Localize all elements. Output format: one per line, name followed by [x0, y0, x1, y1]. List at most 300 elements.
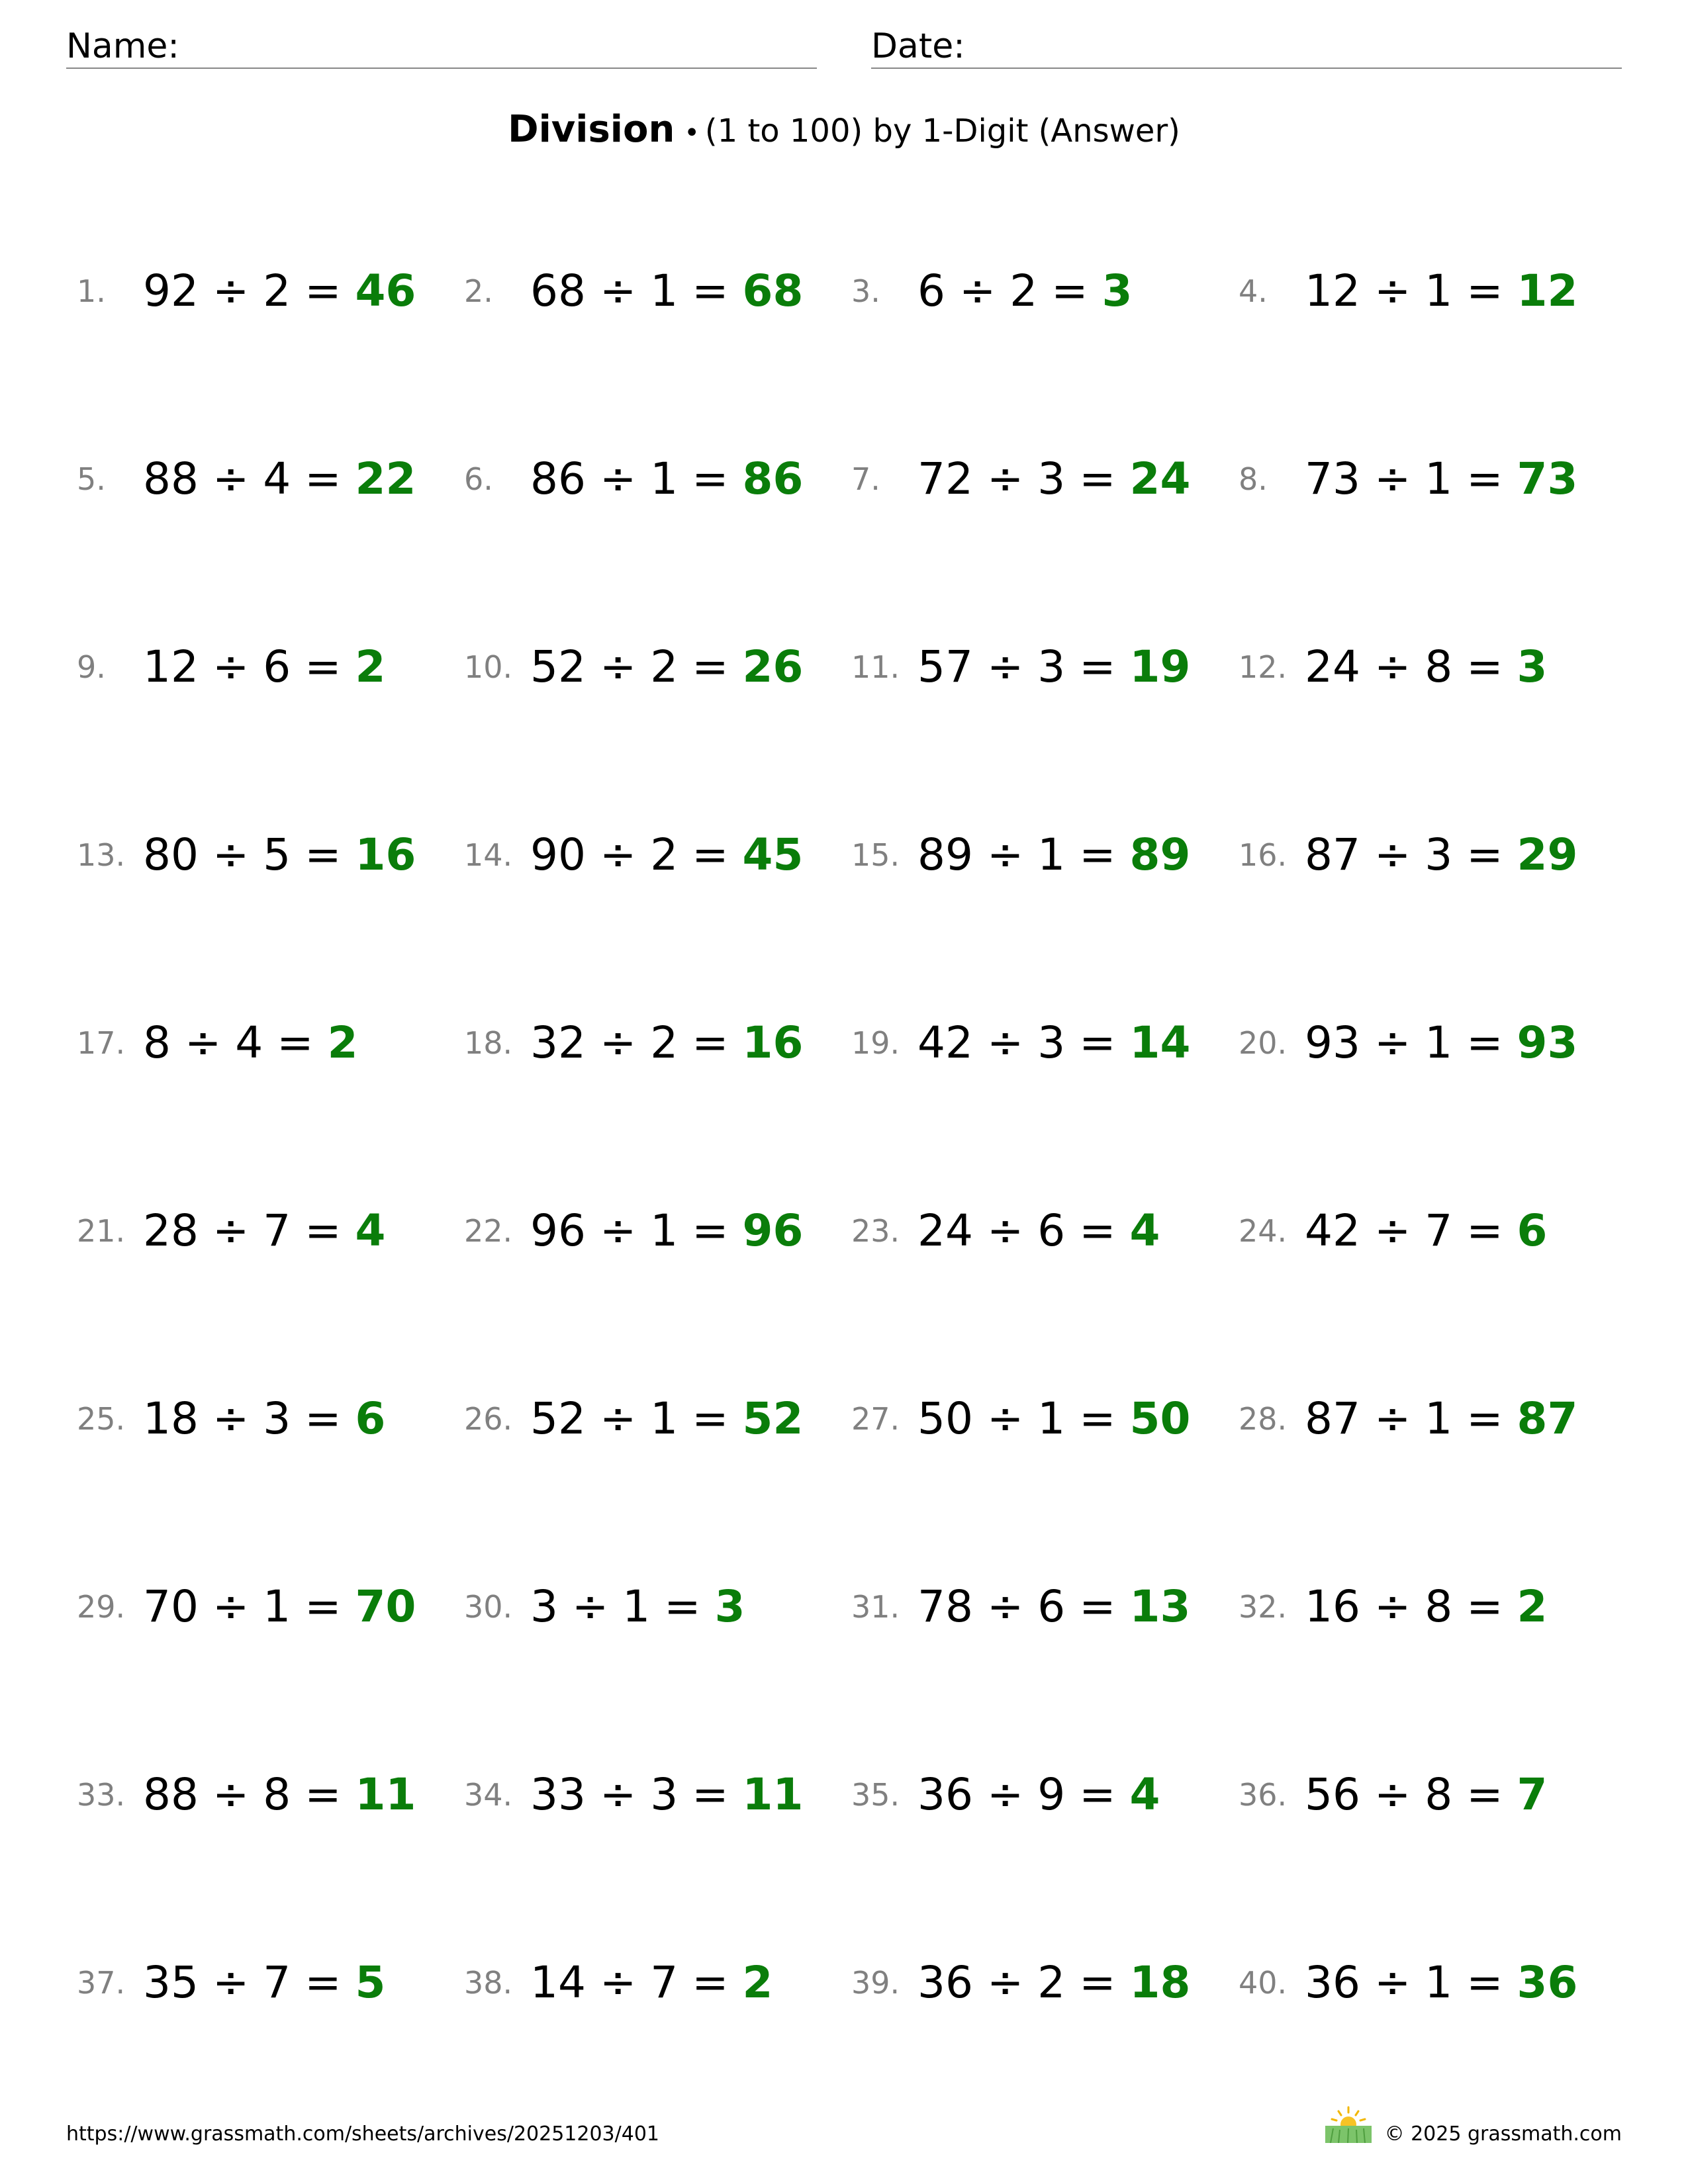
dividend: 18 — [143, 1393, 199, 1444]
dividend: 70 — [143, 1581, 199, 1632]
answer: 96 — [742, 1205, 804, 1256]
dividend: 42 — [917, 1017, 973, 1068]
answer: 14 — [1129, 1017, 1191, 1068]
answer: 11 — [742, 1769, 804, 1820]
divisor: 3 — [1037, 1017, 1066, 1068]
problem-number: 34. — [464, 1777, 513, 1813]
equals-sign: = — [305, 265, 342, 316]
answer: 2 — [327, 1017, 358, 1068]
answer: 52 — [742, 1393, 804, 1444]
problem-item — [841, 1946, 1225, 2019]
problem-item — [66, 1383, 450, 1455]
problem-expression — [1305, 443, 1577, 516]
equals-sign: = — [692, 1769, 729, 1820]
answer: 68 — [742, 265, 804, 316]
answer: 6 — [355, 1393, 386, 1444]
problem-expression — [530, 1007, 803, 1079]
problem-expression — [530, 1946, 773, 2019]
equals-sign: = — [692, 1393, 729, 1444]
problem-item — [66, 1007, 450, 1079]
dividend: 35 — [143, 1957, 199, 2008]
problem-number: 8. — [1239, 461, 1268, 497]
problem-expression — [917, 1570, 1190, 1643]
answer: 29 — [1517, 829, 1578, 880]
problem-item — [66, 1570, 450, 1643]
divide-sign: ÷ — [212, 453, 250, 504]
problem-item — [841, 1007, 1225, 1079]
divisor: 1 — [1425, 1017, 1453, 1068]
divisor: 1 — [263, 1581, 291, 1632]
divisor: 1 — [1037, 1393, 1066, 1444]
problem-number: 6. — [464, 461, 493, 497]
dividend: 16 — [1305, 1581, 1360, 1632]
answer: 4 — [1129, 1769, 1160, 1820]
dividend: 73 — [1305, 453, 1360, 504]
problem-number: 25. — [77, 1401, 126, 1437]
answer: 3 — [1517, 641, 1548, 692]
equals-sign: = — [1466, 641, 1503, 692]
answer: 46 — [355, 265, 416, 316]
divisor: 7 — [263, 1205, 291, 1256]
equals-sign: = — [1079, 1393, 1116, 1444]
answer: 22 — [355, 453, 416, 504]
dividend: 8 — [143, 1017, 171, 1068]
problem-item — [453, 1383, 837, 1455]
problem-expression — [1305, 819, 1577, 891]
equals-sign: = — [692, 265, 729, 316]
answer: 19 — [1129, 641, 1191, 692]
problem-expression — [530, 1195, 803, 1267]
equals-sign: = — [305, 1581, 342, 1632]
problem-expression — [143, 1195, 385, 1267]
problem-expression — [530, 443, 803, 516]
divide-sign: ÷ — [1374, 829, 1411, 880]
equals-sign: = — [1079, 1769, 1116, 1820]
divisor: 1 — [1425, 265, 1453, 316]
equals-sign: = — [1466, 453, 1503, 504]
dividend: 57 — [917, 641, 973, 692]
name-label: Name: — [66, 26, 179, 66]
answer: 3 — [1102, 265, 1133, 316]
date-label: Date: — [871, 26, 965, 66]
dividend: 89 — [917, 829, 973, 880]
equals-sign: = — [305, 1393, 342, 1444]
answer: 7 — [1517, 1769, 1548, 1820]
dividend: 6 — [917, 265, 945, 316]
problem-expression — [917, 1007, 1190, 1079]
problem-number: 30. — [464, 1589, 513, 1625]
problem-expression — [143, 255, 416, 328]
divisor: 2 — [650, 1017, 679, 1068]
divide-sign: ÷ — [1374, 1581, 1411, 1632]
problem-item — [66, 1946, 450, 2019]
divisor: 9 — [1037, 1769, 1066, 1820]
divide-sign: ÷ — [986, 1205, 1024, 1256]
equals-sign: = — [692, 641, 729, 692]
problem-number: 23. — [851, 1213, 900, 1249]
problem-item — [453, 1570, 837, 1643]
problem-number: 10. — [464, 649, 513, 685]
problem-item — [841, 1383, 1225, 1455]
divisor: 1 — [650, 453, 679, 504]
answer: 87 — [1517, 1393, 1578, 1444]
problem-item — [1228, 1570, 1612, 1643]
answer: 12 — [1517, 265, 1578, 316]
divide-sign: ÷ — [599, 1205, 637, 1256]
problem-item — [841, 443, 1225, 516]
divide-sign: ÷ — [599, 641, 637, 692]
answer: 16 — [355, 829, 416, 880]
problem-item — [841, 1758, 1225, 1831]
problem-item — [1228, 819, 1612, 891]
divisor: 1 — [1425, 453, 1453, 504]
dividend: 92 — [143, 265, 199, 316]
equals-sign: = — [305, 641, 342, 692]
problem-number: 32. — [1239, 1589, 1288, 1625]
divide-sign: ÷ — [212, 829, 250, 880]
problem-number: 24. — [1239, 1213, 1288, 1249]
divide-sign: ÷ — [1374, 641, 1411, 692]
equals-sign: = — [305, 1769, 342, 1820]
divisor: 2 — [1009, 265, 1038, 316]
title-separator: • — [684, 118, 700, 148]
divide-sign: ÷ — [1374, 1769, 1411, 1820]
problem-number: 5. — [77, 461, 106, 497]
divide-sign: ÷ — [986, 1017, 1024, 1068]
problem-item — [1228, 1383, 1612, 1455]
dividend: 93 — [1305, 1017, 1360, 1068]
dividend: 78 — [917, 1581, 973, 1632]
equals-sign: = — [305, 1205, 342, 1256]
divisor: 6 — [263, 641, 291, 692]
problem-number: 17. — [77, 1025, 126, 1061]
equals-sign: = — [692, 453, 729, 504]
problem-expression — [143, 1946, 385, 2019]
equals-sign: = — [1466, 829, 1503, 880]
divide-sign: ÷ — [212, 1581, 250, 1632]
problem-expression — [530, 1383, 803, 1455]
equals-sign: = — [692, 829, 729, 880]
problem-expression — [1305, 1946, 1577, 2019]
answer: 13 — [1129, 1581, 1191, 1632]
divisor: 3 — [263, 1393, 291, 1444]
problem-number: 11. — [851, 649, 900, 685]
dividend: 33 — [530, 1769, 586, 1820]
problem-item — [841, 1570, 1225, 1643]
divisor: 1 — [1037, 829, 1066, 880]
equals-sign: = — [1079, 1957, 1116, 2008]
divide-sign: ÷ — [1374, 1393, 1411, 1444]
problem-number: 35. — [851, 1777, 900, 1813]
date-field[interactable] — [871, 24, 1622, 69]
problem-expression — [917, 1946, 1190, 2019]
problem-item — [453, 255, 837, 328]
dividend: 32 — [530, 1017, 586, 1068]
answer: 70 — [355, 1581, 416, 1632]
answer: 26 — [742, 641, 804, 692]
divide-sign: ÷ — [599, 265, 637, 316]
problem-number: 1. — [77, 273, 106, 309]
dividend: 12 — [1305, 265, 1360, 316]
problem-item — [66, 255, 450, 328]
equals-sign: = — [1466, 1957, 1503, 2008]
problem-number: 13. — [77, 837, 126, 873]
divisor: 3 — [650, 1769, 679, 1820]
problem-item — [841, 631, 1225, 704]
dividend: 24 — [1305, 641, 1360, 692]
equals-sign: = — [1079, 1205, 1116, 1256]
dividend: 36 — [917, 1769, 973, 1820]
dividend: 14 — [530, 1957, 586, 2008]
problem-number: 18. — [464, 1025, 513, 1061]
divide-sign: ÷ — [212, 1957, 250, 2008]
problem-item — [841, 255, 1225, 328]
dividend: 72 — [917, 453, 973, 504]
problem-expression — [917, 255, 1133, 328]
divide-sign: ÷ — [1374, 265, 1411, 316]
divide-sign: ÷ — [599, 1393, 637, 1444]
dividend: 56 — [1305, 1769, 1360, 1820]
dividend: 88 — [143, 1769, 199, 1820]
problem-item — [1228, 1758, 1612, 1831]
answer: 36 — [1517, 1957, 1578, 2008]
equals-sign: = — [277, 1017, 314, 1068]
problem-number: 36. — [1239, 1777, 1288, 1813]
divisor: 3 — [1037, 453, 1066, 504]
problem-item — [66, 1195, 450, 1267]
divisor: 2 — [650, 829, 679, 880]
dividend: 50 — [917, 1393, 973, 1444]
problem-number: 27. — [851, 1401, 900, 1437]
problem-expression — [143, 1383, 385, 1455]
problem-item — [453, 1946, 837, 2019]
divide-sign: ÷ — [1374, 1205, 1411, 1256]
answer: 4 — [355, 1205, 386, 1256]
answer: 45 — [742, 829, 804, 880]
divisor: 1 — [650, 1205, 679, 1256]
problem-expression — [917, 1383, 1190, 1455]
divisor: 5 — [263, 829, 291, 880]
answer: 89 — [1129, 829, 1191, 880]
problem-expression — [1305, 631, 1547, 704]
divide-sign: ÷ — [959, 265, 996, 316]
equals-sign: = — [1079, 1017, 1116, 1068]
problem-item — [453, 1195, 837, 1267]
dividend: 36 — [917, 1957, 973, 2008]
problem-expression — [917, 631, 1190, 704]
divisor: 7 — [1425, 1205, 1453, 1256]
problem-expression — [917, 1758, 1160, 1831]
problem-expression — [530, 631, 803, 704]
dividend: 36 — [1305, 1957, 1360, 2008]
problem-expression — [143, 443, 416, 516]
divide-sign: ÷ — [986, 453, 1024, 504]
problem-item — [1228, 1007, 1612, 1079]
problem-item — [453, 1758, 837, 1831]
problem-number: 19. — [851, 1025, 900, 1061]
grass-sun-logo-icon — [1325, 2106, 1372, 2143]
problem-item — [1228, 255, 1612, 328]
problem-number: 22. — [464, 1213, 513, 1249]
divisor: 6 — [1037, 1205, 1066, 1256]
equals-sign: = — [1079, 641, 1116, 692]
problem-item — [453, 631, 837, 704]
equals-sign: = — [1079, 829, 1116, 880]
divisor: 3 — [1037, 641, 1066, 692]
divide-sign: ÷ — [212, 641, 250, 692]
problem-expression — [1305, 255, 1577, 328]
dividend: 90 — [530, 829, 586, 880]
problem-expression — [1305, 1758, 1547, 1831]
divide-sign: ÷ — [986, 1581, 1024, 1632]
divide-sign: ÷ — [986, 829, 1024, 880]
equals-sign: = — [664, 1581, 701, 1632]
problem-item — [1228, 1946, 1612, 2019]
dividend: 96 — [530, 1205, 586, 1256]
equals-sign: = — [1051, 265, 1088, 316]
problem-number: 20. — [1239, 1025, 1288, 1061]
problem-number: 14. — [464, 837, 513, 873]
divide-sign: ÷ — [599, 1769, 637, 1820]
divisor: 1 — [1425, 1393, 1453, 1444]
problem-number: 26. — [464, 1401, 513, 1437]
name-field[interactable] — [66, 24, 817, 69]
problem-number: 9. — [77, 649, 106, 685]
answer: 3 — [714, 1581, 745, 1632]
divide-sign: ÷ — [986, 1769, 1024, 1820]
problem-item — [66, 443, 450, 516]
problem-expression — [917, 819, 1190, 891]
title-main: Division — [508, 108, 675, 151]
divisor: 8 — [1425, 1581, 1453, 1632]
problem-number: 38. — [464, 1965, 513, 2001]
equals-sign: = — [1466, 1205, 1503, 1256]
problem-item — [66, 1758, 450, 1831]
answer: 11 — [355, 1769, 416, 1820]
title-subtitle: (1 to 100) by 1-Digit (Answer) — [704, 113, 1180, 150]
answer: 5 — [355, 1957, 386, 2008]
problem-number: 4. — [1239, 273, 1268, 309]
dividend: 24 — [917, 1205, 973, 1256]
dividend: 87 — [1305, 1393, 1360, 1444]
divide-sign: ÷ — [1374, 453, 1411, 504]
divisor: 3 — [1425, 829, 1453, 880]
divisor: 1 — [650, 1393, 679, 1444]
problem-item — [1228, 443, 1612, 516]
problem-number: 7. — [851, 461, 880, 497]
answer: 2 — [1517, 1581, 1548, 1632]
equals-sign: = — [1079, 453, 1116, 504]
problem-expression — [143, 1007, 358, 1079]
divisor: 7 — [650, 1957, 679, 2008]
problem-item — [841, 1195, 1225, 1267]
divide-sign: ÷ — [599, 829, 637, 880]
problem-expression — [530, 255, 803, 328]
divide-sign: ÷ — [599, 1017, 637, 1068]
problem-item — [66, 819, 450, 891]
problem-expression — [143, 631, 385, 704]
equals-sign: = — [1466, 265, 1503, 316]
dividend: 86 — [530, 453, 586, 504]
divisor: 1 — [622, 1581, 651, 1632]
divide-sign: ÷ — [599, 1957, 637, 2008]
divide-sign: ÷ — [184, 1017, 222, 1068]
problem-number: 31. — [851, 1589, 900, 1625]
problem-expression — [917, 1195, 1160, 1267]
problem-number: 21. — [77, 1213, 126, 1249]
problem-number: 28. — [1239, 1401, 1288, 1437]
divide-sign: ÷ — [1374, 1957, 1411, 2008]
problem-expression — [1305, 1383, 1577, 1455]
dividend: 80 — [143, 829, 199, 880]
divide-sign: ÷ — [599, 453, 637, 504]
equals-sign: = — [305, 829, 342, 880]
dividend: 68 — [530, 265, 586, 316]
problem-expression — [143, 1758, 416, 1831]
answer: 73 — [1517, 453, 1578, 504]
footer-url: https://www.grassmath.com/sheets/archives/20251203/401 — [66, 2122, 660, 2146]
problem-number: 29. — [77, 1589, 126, 1625]
problem-expression — [1305, 1195, 1547, 1267]
problem-expression — [1305, 1570, 1547, 1643]
answer: 16 — [742, 1017, 804, 1068]
dividend: 3 — [530, 1581, 558, 1632]
divide-sign: ÷ — [212, 1769, 250, 1820]
divide-sign: ÷ — [571, 1581, 609, 1632]
divisor: 2 — [263, 265, 291, 316]
problem-item — [1228, 631, 1612, 704]
problem-item — [453, 443, 837, 516]
problem-number: 37. — [77, 1965, 126, 2001]
dividend: 52 — [530, 641, 586, 692]
answer: 4 — [1129, 1205, 1160, 1256]
problem-number: 33. — [77, 1777, 126, 1813]
dividend: 88 — [143, 453, 199, 504]
equals-sign: = — [1079, 1581, 1116, 1632]
footer-copyright: © 2025 grassmath.com — [1384, 2122, 1622, 2146]
problem-item — [453, 819, 837, 891]
problem-number: 40. — [1239, 1965, 1288, 2001]
problem-expression — [143, 1570, 416, 1643]
dividend: 52 — [530, 1393, 586, 1444]
answer: 93 — [1517, 1017, 1578, 1068]
divisor: 2 — [650, 641, 679, 692]
divide-sign: ÷ — [986, 1393, 1024, 1444]
answer: 24 — [1129, 453, 1191, 504]
problem-expression — [1305, 1007, 1577, 1079]
problem-expression — [143, 819, 416, 891]
problem-number: 16. — [1239, 837, 1288, 873]
problem-item — [1228, 1195, 1612, 1267]
problem-expression — [917, 443, 1190, 516]
divisor: 7 — [263, 1957, 291, 2008]
problem-expression — [530, 1758, 803, 1831]
equals-sign: = — [692, 1957, 729, 2008]
equals-sign: = — [1466, 1017, 1503, 1068]
divisor: 8 — [1425, 641, 1453, 692]
answer: 50 — [1129, 1393, 1191, 1444]
problem-item — [66, 631, 450, 704]
divisor: 1 — [650, 265, 679, 316]
divisor: 8 — [263, 1769, 291, 1820]
divide-sign: ÷ — [986, 1957, 1024, 2008]
equals-sign: = — [1466, 1581, 1503, 1632]
divisor: 8 — [1425, 1769, 1453, 1820]
problem-number: 15. — [851, 837, 900, 873]
problem-number: 2. — [464, 273, 493, 309]
problem-number: 3. — [851, 273, 880, 309]
answer: 18 — [1129, 1957, 1191, 2008]
